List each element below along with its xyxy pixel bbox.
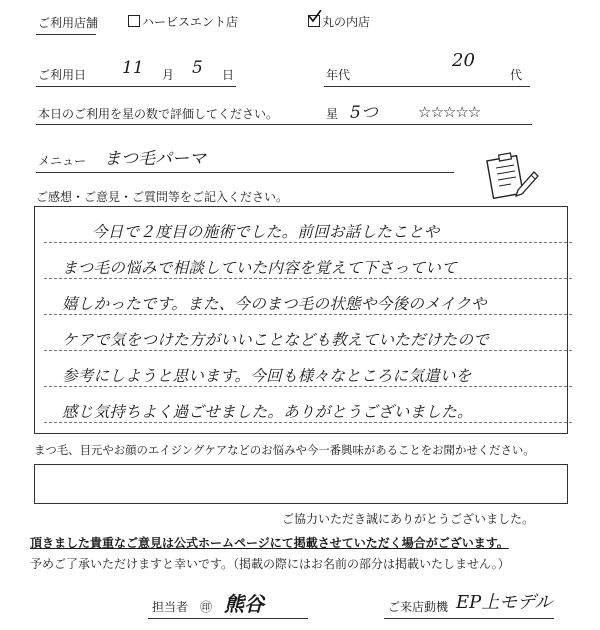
staff-name: 熊谷 bbox=[224, 592, 264, 616]
store-underline bbox=[36, 34, 96, 35]
ruled-line bbox=[44, 386, 572, 387]
age-label: 年代 bbox=[326, 68, 351, 82]
rating-underline bbox=[36, 124, 532, 125]
age-underline bbox=[324, 86, 530, 87]
ruled-line bbox=[44, 350, 572, 351]
clipboard-pencil-icon bbox=[484, 150, 542, 202]
star-label: 星 bbox=[326, 107, 339, 121]
harbis-label: ハービスエント店 bbox=[142, 15, 239, 29]
day-value: 5 bbox=[192, 58, 203, 78]
ruled-line bbox=[44, 422, 572, 423]
concerns-prompt: まつ毛、目元やお顔のエイジングケアなどのお悩みや今一番興味があることをお聞かせください。 bbox=[34, 443, 535, 457]
motive-value: EP上モデル bbox=[456, 592, 553, 613]
marunouchi-label: 丸の内店 bbox=[322, 15, 371, 29]
age-value: 20 bbox=[452, 50, 475, 71]
feedback-prompt: ご感想・ご意見・ご質問等をご記入ください。 bbox=[36, 190, 289, 204]
rating-value: 5つ bbox=[350, 103, 378, 123]
motive-underline bbox=[384, 618, 554, 619]
menu-underline bbox=[36, 172, 454, 173]
rating-stars: ☆☆☆☆☆ bbox=[418, 103, 481, 121]
staff-underline bbox=[148, 618, 308, 619]
ruled-line bbox=[44, 242, 572, 243]
checkmark-icon bbox=[308, 10, 322, 24]
feedback-line: ケアで気をつけた方がいいことなども教えていただけたので bbox=[62, 331, 490, 349]
ruled-line bbox=[44, 314, 572, 315]
store-label: ご利用店舗 bbox=[38, 16, 99, 30]
notice-line-2: 予めご了承いただけますと幸いです。（掲載の際にはお名前の部分は掲載いたしません。） bbox=[30, 557, 510, 571]
date-underline bbox=[36, 86, 236, 87]
rating-prompt: 本日のご利用を星の数で評価してください。 bbox=[38, 107, 279, 121]
feedback-line: 嬉しかったです。また、今のまつ毛の状態や今後のメイクや bbox=[62, 295, 487, 313]
day-unit: 日 bbox=[222, 68, 235, 82]
staff-seal-mark: ㊞ bbox=[200, 600, 213, 614]
menu-label: メニュー bbox=[38, 154, 87, 168]
notice-line-1: 頂きました貴重なご意見は公式ホームページにて掲載させていただく場合がございます。 bbox=[30, 536, 509, 550]
feedback-line: 今日で２度目の施術でした。前回お話したことや bbox=[92, 223, 440, 241]
month-value: 11 bbox=[122, 58, 144, 78]
feedback-line: 参考にしようと思います。今回も様々なところに気遣いを bbox=[62, 367, 472, 385]
feedback-line: まつ毛の悩みで相談していた内容を覚えて下さっていて bbox=[62, 259, 458, 277]
store-option-harbis[interactable] bbox=[128, 13, 238, 30]
thanks-text: ご協力いただき誠にありがとうございました。 bbox=[282, 512, 535, 526]
ruled-line bbox=[44, 278, 572, 279]
motive-label: ご来店動機 bbox=[388, 600, 449, 614]
harbis-checkbox[interactable] bbox=[128, 15, 140, 27]
date-label: ご利用日 bbox=[38, 68, 87, 82]
month-unit: 月 bbox=[162, 68, 175, 82]
menu-value: まつ毛パーマ bbox=[104, 149, 206, 169]
staff-label: 担当者 bbox=[152, 600, 189, 614]
feedback-line: 感じ気持ちよく過ごせました。ありがとうございました。 bbox=[62, 403, 473, 421]
age-unit: 代 bbox=[510, 68, 523, 82]
marunouchi-checkbox[interactable] bbox=[308, 15, 320, 27]
store-option-marunouchi[interactable] bbox=[308, 13, 370, 30]
concerns-box[interactable] bbox=[34, 464, 568, 504]
